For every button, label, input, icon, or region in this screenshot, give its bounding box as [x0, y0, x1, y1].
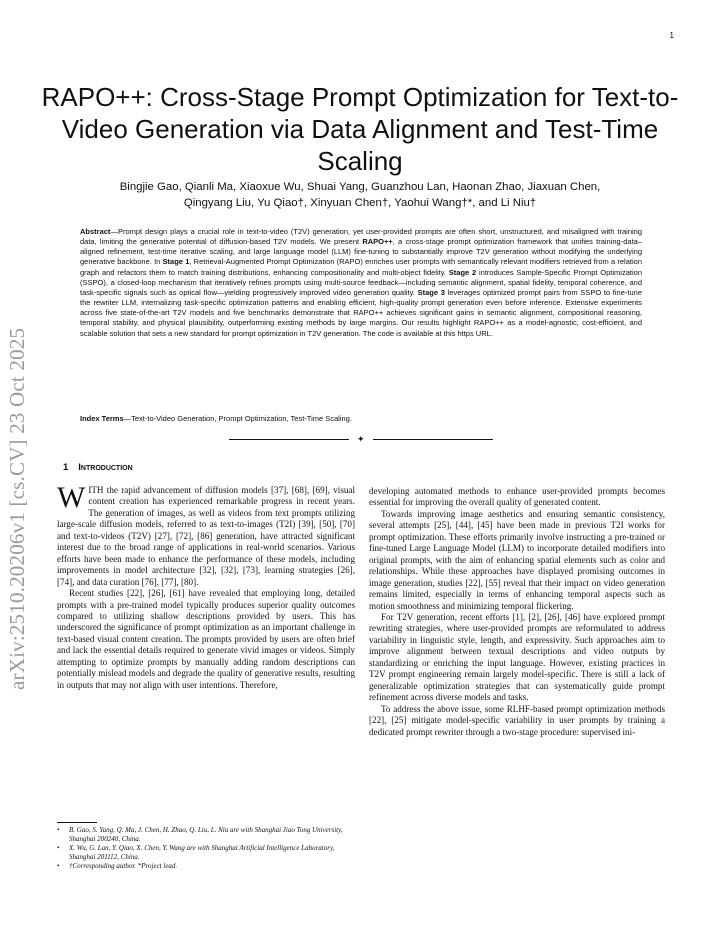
abstract-stage-3: Stage 3	[417, 287, 445, 297]
author-line-1: Bingjie Gao, Qianli Ma, Xiaoxue Wu, Shuai Yang, Guanzhou Lan, Haonan Zhao, Jiaxuan Chen,	[119, 181, 601, 193]
footnote-affiliation-2	[57, 844, 355, 861]
divider-diamond-icon: ✦	[357, 434, 365, 444]
footnote-affiliation-1	[57, 826, 355, 843]
abstract-stage-1: Stage 1	[162, 257, 190, 267]
footnote-corresponding	[57, 862, 355, 871]
abstract-text-4: introduces Sample-Specific Prompt Optimization (SSPO), a closed-loop mechanism that iteratively refines prompts using multi-source feedback—including semantic alignment, spatial fidelity, temporal coherence, and task-specific signals such as optical flow—yielding progressively improved video generation quality.	[80, 267, 642, 297]
footnotes	[57, 826, 355, 872]
index-terms-label: Index Terms	[80, 414, 124, 423]
intro-paragraph-4: Towards improving image aesthetics and ensuring semantic consistency, several attempts [25], [44], [45] have been made in previous T2I works for prompt optimization. These efforts primarily involve instructing a pre-trained or fine-tuned Large Language Model (LLM) to incorporate detailed modifiers into original prompts, with the aim of enhancing spatial elements such as color and relationships. While these approaches have displayed promising outcomes in image generation, studies [22], [55] reveal that their impact on video generation remains limited, especially in terms of enhancing temporal aspects such as motion smoothness and minimizing temporal flickering.	[369, 508, 665, 611]
author-list	[60, 180, 660, 211]
divider-line-left	[229, 439, 349, 440]
footnote-text: †Corresponding author. *Project lead.	[69, 862, 178, 871]
abstract-stage-2: Stage 2	[448, 267, 477, 277]
arxiv-identifier-stamp: arXiv:2510.20206v1 [cs.CV] 23 Oct 2025	[5, 327, 29, 690]
abstract-label: Abstract	[80, 227, 111, 236]
paper-title: RAPO++: Cross-Stage Prompt Optimization for Text-to-Video Generation via Data Alignment and Test-Time Scaling	[41, 82, 679, 177]
section-number: 1	[63, 462, 69, 473]
intro-paragraph-6: To address the above issue, some RLHF-based prompt optimization methods [22], [25] mitigate model-specific variability in user prompts by training a dedicated prompt rewriter through a two-stage procedure: supervised ini-	[369, 703, 665, 737]
abstract-text-2: , a cross-stage prompt optimization framework that unifies training-data–aligned refinement, test-time iterative scaling, and large language model (LLM) fine-tuning to substantially improve T2V generation without modifying the underlying generative backbone. In	[80, 237, 642, 267]
abstract-text-3: , Retrieval-Augmented Prompt Optimization (RAPO) enriches user prompts with semantically relevant modifiers retrieved from a relation graph and refactors them to match training distributions, enhancing compositionality and multi-object fidelity.	[80, 257, 642, 277]
footnote-text: X. Wu, G. Lan, Y. Qiao, X. Chen, Y. Wang are with Shanghai Artificial Intelligence Laboratory, Shanghai 201112, China.	[69, 844, 335, 861]
intro-paragraph-3: developing automated methods to enhance user-provided prompts becomes essential for improving the overall quality of generated content.	[369, 486, 665, 508]
bullet-icon: •	[57, 844, 60, 853]
intro-paragraph-2: Recent studies [22], [26], [61] have revealed that employing long, detailed prompts with a pre-trained model typically produces superior quality outcomes compared to utilizing shallow descriptions provided by users. This has underscored the significance of prompt optimization as an important challenge in text-based visual content creation. The prompts provided by users are often brief and lack the essential details required to generate vivid images or videos. Simply attempting to optimize prompts by manually adding random descriptions can potentially mislead models and degrade the quality of generative results, resulting in outputs that may not align with user intentions. Therefore,	[57, 588, 355, 690]
abstract-text-5: leverages optimized prompt pairs from SSPO to fine-tune the rewriter LLM, internalizing task-specific optimization patterns and enabling efficient, high-quality prompt generation even before inference. Extensive experiments across five state-of-the-art T2V models and five benchmarks demonstrate that RAPO++ achieves significant gains in semantic alignment, compositional reasoning, temporal stability, and physical plausibility, outperforming existing methods by large margins. Our results highlight RAPO++ as a model-agnostic, cost-efficient, and scalable solution that sets a new standard for prompt optimization in T2V generation. The code is available at this https URL.	[80, 287, 642, 338]
section-title: Introduction	[78, 462, 133, 473]
section-heading-introduction	[63, 462, 133, 473]
author-line-2: Qingyang Liu, Yu Qiao†, Xinyuan Chen†, Yaohui Wang†*, and Li Niu†	[183, 196, 537, 209]
intro-paragraph-5: For T2V generation, recent efforts [1], [2], [26], [46] have explored prompt rewriting strategies, where user-provided prompts are reformulated to address variability in linguistic style, length, and expressivity. Such approaches aim to improve alignment between textual descriptions and video outputs by standardizing or enriching the input language. However, existing practices in T2V prompt engineering remain largely model-specific. There is still a lack of generalizable optimization strategies that can systematically guide prompt refinement across diverse models and tasks.	[369, 611, 665, 703]
abstract-text-1: —Prompt design plays a crucial role in text-to-video (T2V) generation, yet user-provided prompts are often short, unstructured, and misaligned with training data, limiting the generative potential of diffusion-based T2V models. We present	[80, 227, 642, 247]
section-divider	[229, 434, 493, 444]
bullet-icon: •	[57, 826, 60, 834]
divider-line-right	[373, 439, 493, 440]
intro-paragraph-1	[57, 481, 355, 588]
right-column	[369, 486, 665, 738]
footnote-rule	[57, 822, 97, 823]
bullet-icon: •	[57, 862, 60, 871]
abstract	[80, 227, 642, 339]
page-number: 1	[669, 31, 674, 40]
index-terms	[80, 414, 642, 423]
abstract-method-name: RAPO++	[362, 237, 393, 247]
index-terms-text: —Text-to-Video Generation, Prompt Optimization, Test-Time Scaling.	[123, 414, 352, 423]
left-column	[57, 481, 355, 691]
intro-paragraph-1-text: ITH the rapid advancement of diffusion models [37], [68], [69], visual content creation has experienced remarkable progress in recent years. The generation of images, as well as videos from text prompts utilizing large-scale diffusion models, referred to as text-to-images (T2I) [39], [50], [70] and text-to-videos (T2V) [27], [72], [86] generation, have attracted significant interest due to the broad range of applications in real-world scenarios. Various efforts have been made to enhance the performance of these models, including improvements in model architecture [32], [32], [73], learning strategies [26], [74], and data curation [76], [77], [80].	[57, 485, 355, 587]
footnote-text: B. Gao, S. Yang, Q. Ma, J. Chen, H. Zhao, Q. Liu, L. Niu are with Shanghai Jiao Tong University, Shanghai 200240, China.	[69, 826, 343, 843]
drop-cap: W	[57, 481, 86, 514]
